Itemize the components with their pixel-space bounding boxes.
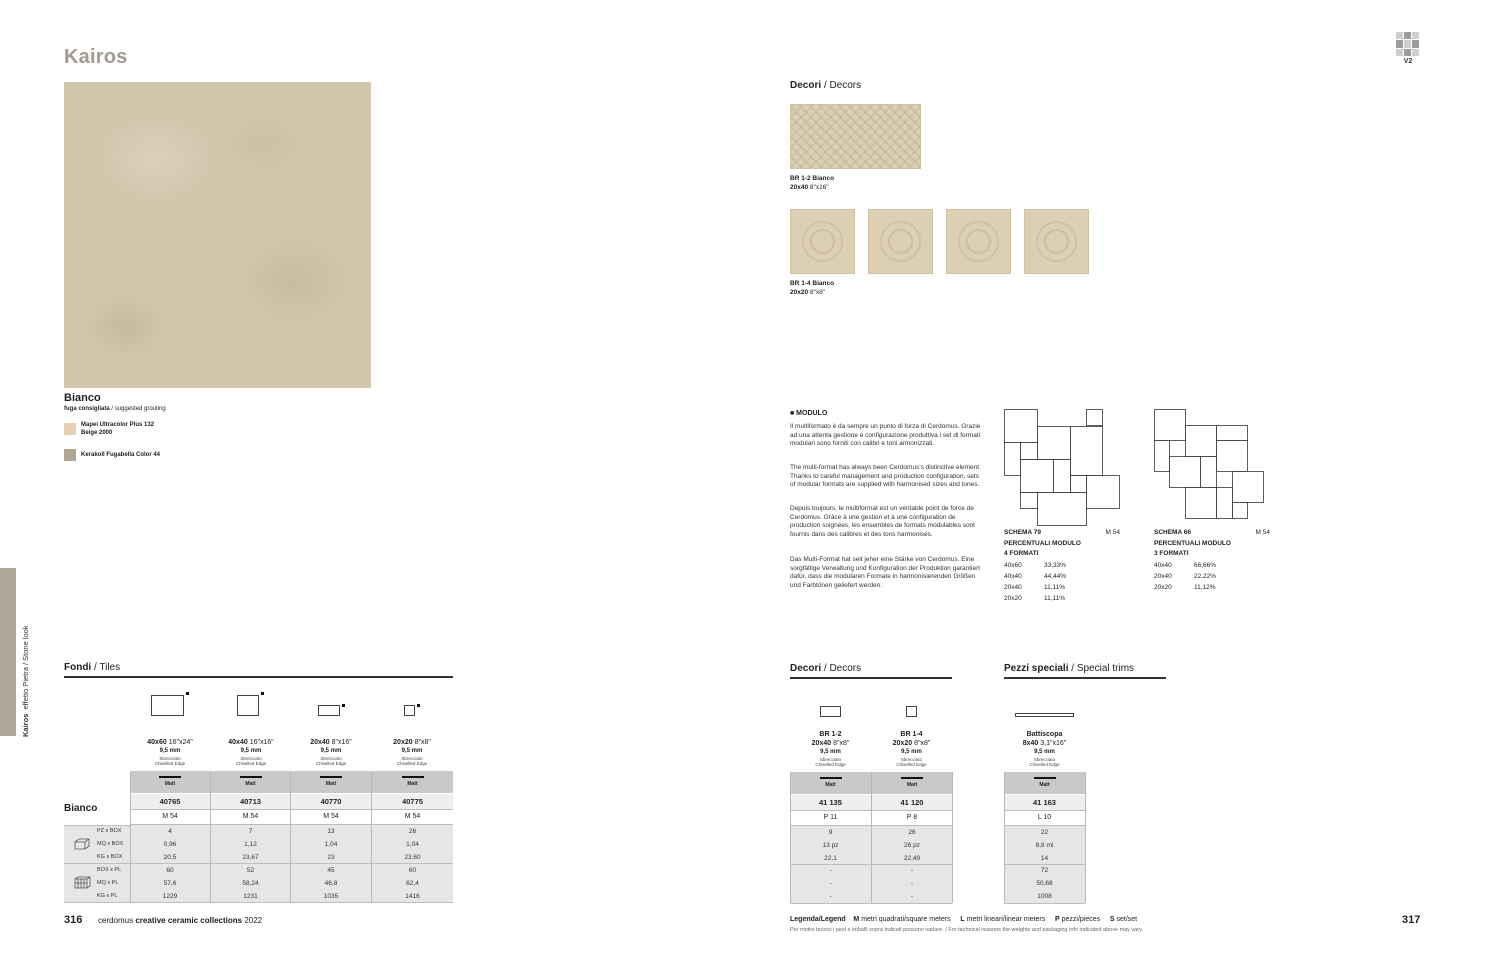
value-cell: 45 [327, 867, 335, 874]
brand-logo-icon [1396, 32, 1420, 56]
row-label: PZ x BOX [97, 828, 122, 834]
grout-item-2: Kerakoll Fugabella Color 44 [81, 452, 161, 458]
value-cell: 60 [408, 867, 417, 874]
product-code: 41 135 [790, 795, 871, 810]
value-cell: - [829, 893, 832, 900]
format-20x20-icon [404, 705, 415, 716]
pezzi-header: Battiscopa 8x40 3,1"x16" 9,5 mm Sbrecciato Chiselled Edge [1022, 731, 1067, 767]
value-cell: - [829, 880, 832, 887]
value-cell: 13 pz [822, 842, 839, 849]
modulo-text-de: Das Multi-Format hat seit jeher eine Stärke von Cerdomus. Eine sorgfältige Verwaltung und Konfiguration der Produktion garantiert dafür, dass die modularen Formate in harmonisierenden Größen und Farbtönen geliefert werden. [790, 556, 981, 589]
pezzi-rule [1004, 677, 1166, 679]
unit-code: P 8 [872, 810, 952, 826]
grout-swatch-2 [64, 449, 76, 461]
legend: Legenda/Legend M metri quadrati/square meters L metri lineari/linear meters P pezzi/pieces S set/set [790, 916, 1138, 923]
value-cell: 13 [327, 828, 335, 835]
fondi-rule [64, 676, 453, 678]
value-cell: 1,04 [324, 841, 338, 848]
module-code: M 54 [130, 809, 210, 825]
modulo-text-en: The multi-format has always been Cerdomus's distinctive element. Thanks to careful management and production configuration, sets of modular formats are supplied with harmonised sizes and tones. [790, 464, 981, 489]
modulo-text-fr: Depuis toujours, le multiformat est un véritable point de force de Cerdomus. Grâce à une gestion et à une configuration de production soignées, les ensembles de formats modulables sont fournis dans des calibres et des tons harmonisés. [790, 505, 975, 538]
product-code: 40765 [130, 794, 210, 809]
page-number-right: 317 [1402, 914, 1421, 926]
value-cell: 57,6 [163, 880, 177, 887]
fondi-header-4: 20x20 8"x8" 9,5 mm Sbrecciato Chiselled Edge [393, 739, 431, 766]
grout-caption: fuga consigliata / suggested grouting [64, 406, 166, 412]
value-cell: 0,96 [163, 841, 177, 848]
pezzi-title: Pezzi speciali / Special trims [1004, 663, 1135, 674]
value-cell: 26 [908, 829, 916, 836]
side-label: Kairos effetto Pietra / Stone look [21, 625, 30, 737]
tile-photo [64, 82, 371, 388]
product-code: 41 120 [872, 795, 952, 810]
finish-matt-4: Matt [372, 771, 453, 793]
decor-br14-caption: BR 1-4 Bianco 20x20 8"x8" [790, 280, 835, 296]
decor-br14-image-3 [946, 209, 1011, 274]
decor-br12-caption: BR 1-2 Bianco 20x40 8"x16" [790, 175, 835, 191]
value-cell: 1231 [243, 893, 258, 900]
value-cell: 1008 [1037, 893, 1052, 900]
decori-table-title: Decori / Decors [790, 663, 862, 674]
product-code: 41 163 [1004, 795, 1085, 810]
finish-matt-1: Matt [130, 771, 210, 793]
value-cell: 14 [1040, 855, 1049, 862]
decori-header-2: BR 1-4 20x20 8"x8" 9,5 mm Sbrecciato Chiselled Edge [892, 731, 931, 767]
finish-matt: Matt [872, 772, 952, 794]
row-label: MQ x PL [97, 880, 119, 886]
value-cell: - [910, 893, 914, 900]
value-cell: 1,12 [244, 841, 257, 848]
finish-matt: Matt [790, 772, 871, 794]
value-cell: 62,4 [406, 880, 419, 887]
value-cell: 22 [1040, 829, 1049, 836]
modulo-text-it: Il multiformato è da sempre un punto di forza di Cerdomus. Grazie ad una attenta gestione e configurazione produttiva i set di formati modulari sono forniti con calibri e toni armonizzati. [790, 423, 981, 448]
legend-note: Per motivi tecnici i pesi e imballi sopra indicati possono variare. / For technical reasons the weights and packaging info indicated above may vary. [790, 927, 1143, 933]
grout-item-1: Mapei Ultracolor Plus 132 Beige 2000 [81, 422, 155, 436]
module-code: M 54 [372, 809, 453, 825]
fondi-header-2: 40x40 16"x16" 9,5 mm Sbrecciato Chiselled Edge [228, 739, 274, 766]
fondi-row-name: Bianco [64, 803, 98, 814]
unit-code: L 10 [1004, 810, 1085, 826]
decori-header-1: BR 1-2 20x40 8"x8" 9,5 mm Sbrecciato Chiselled Edge [811, 731, 850, 767]
row-label: KG x BOX [97, 854, 123, 860]
page-number-left: 316 [64, 914, 83, 926]
decori-rule [790, 677, 952, 679]
value-cell: 1,04 [406, 841, 419, 848]
module-code: M 54 [291, 809, 371, 825]
value-cell: 26 [408, 828, 417, 835]
decori-title: Decori / Decors [790, 80, 862, 91]
value-cell: 72 [1040, 867, 1049, 874]
value-cell: 52 [246, 867, 255, 874]
value-cell: 7 [248, 828, 253, 835]
value-cell: 46,8 [324, 880, 338, 887]
value-cell: 22,1 [824, 855, 837, 862]
finish-matt-2: Matt [211, 771, 290, 793]
value-cell: 23,60 [404, 854, 421, 861]
grout-swatch-1 [64, 423, 76, 435]
module-code: M 54 [211, 809, 290, 825]
value-cell: 23 [327, 854, 335, 861]
format-20x40-icon [820, 706, 841, 717]
row-label: BOX x PL [97, 867, 122, 873]
format-20x40-icon [318, 705, 340, 716]
value-cell: 8,8 ml [1035, 842, 1054, 849]
schema-79-diagram [1004, 409, 1122, 527]
value-cell: 20,5 [163, 854, 177, 861]
format-40x60-icon [151, 695, 184, 716]
value-cell: 1416 [405, 893, 420, 900]
format-40x40-icon [237, 695, 259, 716]
decor-br14-image-4 [1024, 209, 1089, 274]
decor-br14-image-1 [790, 209, 855, 274]
value-cell: 26 pz [904, 842, 920, 849]
page-title: Kairos [64, 46, 128, 68]
logo-label: V2 [1403, 58, 1413, 65]
product-code: 40713 [211, 794, 290, 809]
value-cell: - [910, 867, 914, 874]
value-cell: 50,68 [1036, 880, 1053, 887]
pallet-icon [74, 876, 91, 890]
value-cell: 60 [166, 867, 174, 874]
footer-brand: cerdomus creative ceramic collections 2022 [98, 916, 263, 925]
finish-matt: Matt [1004, 772, 1085, 794]
side-tab [0, 568, 16, 736]
value-cell: 1229 [162, 893, 178, 900]
color-name: Bianco [64, 392, 101, 404]
value-cell: - [829, 867, 832, 874]
modulo-heading: ■ MODULO [790, 410, 828, 417]
finish-matt-3: Matt [291, 771, 371, 793]
product-code: 40770 [291, 794, 371, 809]
value-cell: 22,49 [903, 855, 921, 862]
row-label: KG x PL [97, 893, 118, 899]
value-cell: 4 [168, 828, 172, 835]
fondi-header-1: 40x60 16"x24" 9,5 mm Sbrecciato Chiselled Edge [147, 739, 193, 766]
value-cell: 58,24 [242, 880, 259, 887]
unit-code: P 11 [790, 810, 871, 826]
value-cell: 1035 [323, 893, 339, 900]
schema-66-table: SCHEMA 66 M 54 PERCENTUALI MODULO 3 FORMATI 40x40 66,66% 20x40 22,22% 20x20 11,12% [1154, 529, 1270, 591]
product-code: 40775 [372, 794, 453, 809]
decor-br14-image-2 [868, 209, 933, 274]
fondi-title: Fondi / Tiles [64, 662, 121, 673]
value-cell: 23,67 [242, 854, 259, 861]
value-cell: - [910, 880, 914, 887]
row-label: MQ x BOX [97, 841, 124, 847]
format-20x20-icon [906, 706, 917, 717]
schema-79-table: SCHEMA 79 M 54 PERCENTUALI MODULO 4 FORMATI 40x60 33,33% 40x40 44,44% 20x40 11,11% 20x20 11,11% [1004, 529, 1120, 602]
decor-br12-image [790, 104, 921, 169]
schema-66-diagram [1154, 409, 1266, 521]
skirting-icon [1015, 713, 1074, 717]
value-cell: 9 [828, 829, 833, 836]
fondi-header-3: 20x40 8"x16" 9,5 mm Sbrecciato Chiselled Edge [310, 739, 352, 766]
box-icon [74, 838, 90, 850]
